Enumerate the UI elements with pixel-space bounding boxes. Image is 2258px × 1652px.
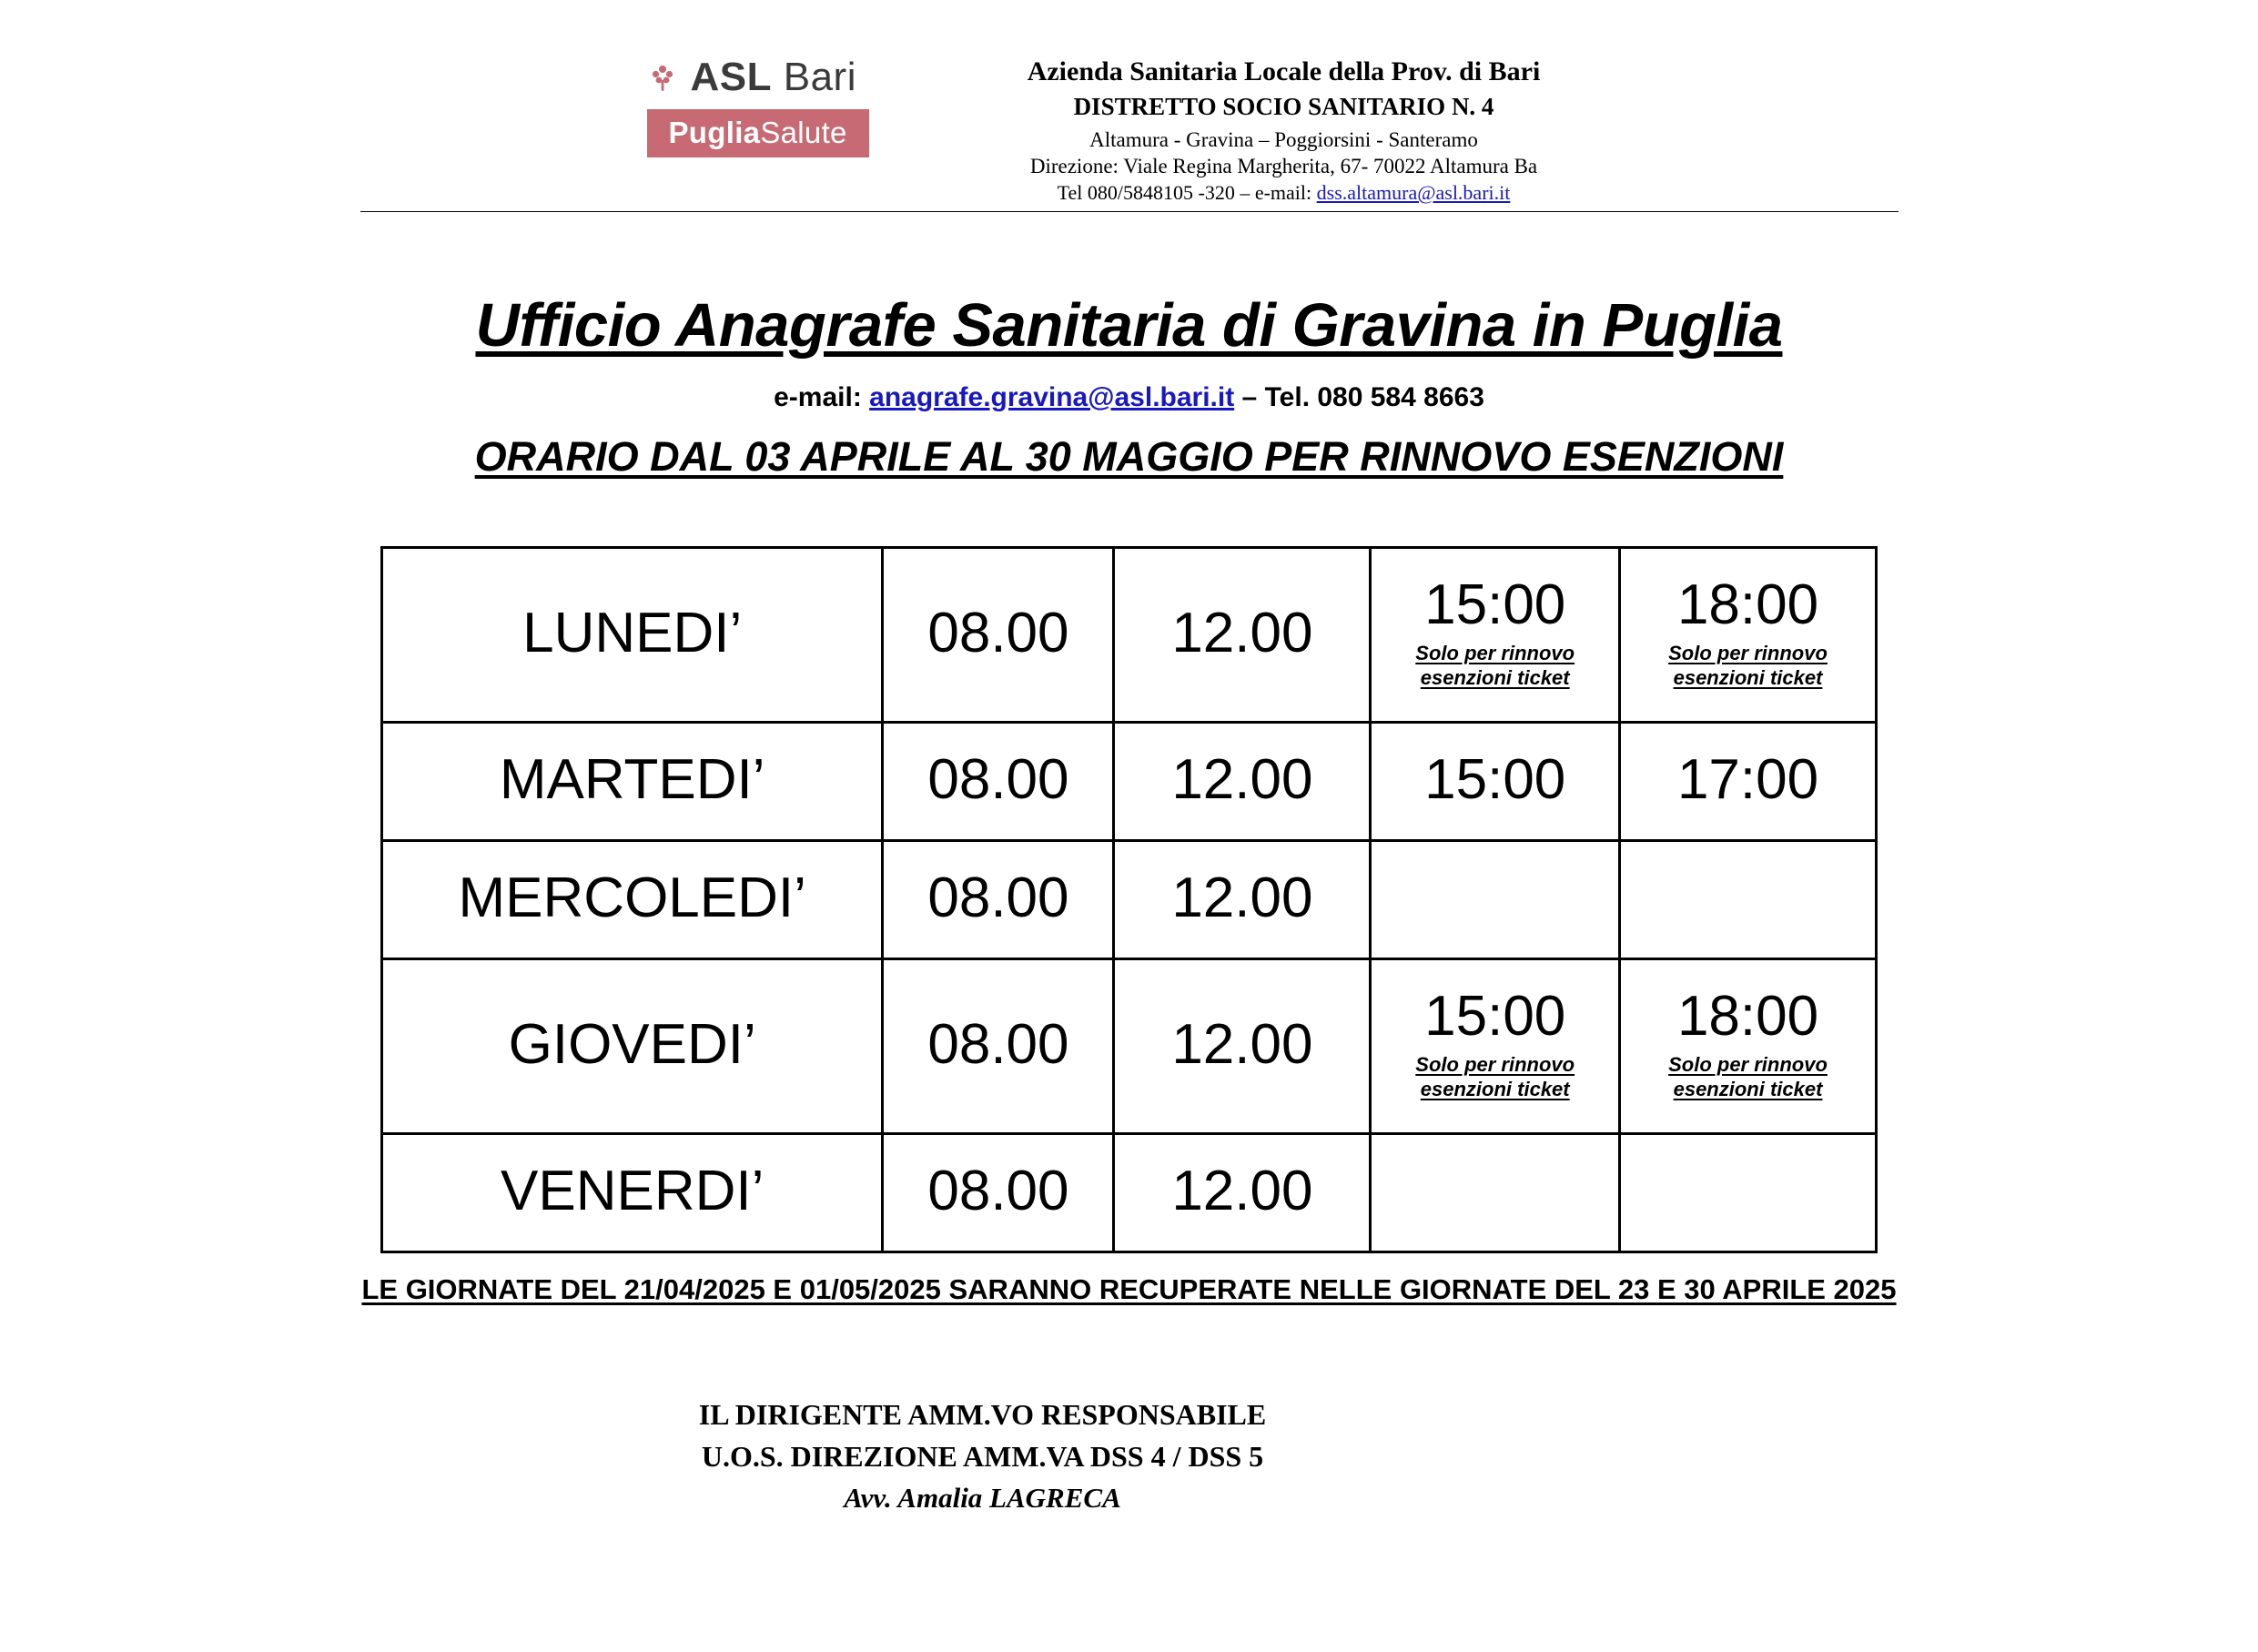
afternoon-close <box>1621 892 1875 907</box>
afternoon-close-cell <box>1621 983 1875 1109</box>
afternoon-open-cell <box>1372 572 1618 697</box>
schedule-heading: ORARIO DAL 03 APRILE AL 30 MAGGIO PER RINNOVO ESENZIONI <box>474 432 1784 480</box>
morning-close: 12.00 <box>1171 601 1313 664</box>
day-name: LUNEDI’ <box>522 601 743 664</box>
afternoon-close: 18:00 <box>1676 985 1819 1049</box>
table-row <box>382 1133 1877 1252</box>
morning-open: 08.00 <box>927 1012 1069 1076</box>
afternoon-open-note: Solo per rinnovo esenzioni ticket <box>1415 641 1575 690</box>
org-name: Azienda Sanitaria Locale della Prov. di Bari <box>1027 56 1541 86</box>
pugliasalute-badge <box>647 109 869 157</box>
holiday-recovery-note: LE GIORNATE DEL 21/04/2025 E 01/05/2025 SARANNO RECUPERATE NELLE GIORNATE DEL 23 E 30 APRILE 2025 <box>361 1272 1897 1305</box>
district-email-link[interactable]: dss.altamura@asl.bari.it <box>1316 180 1511 204</box>
afternoon-open: 15:00 <box>1424 985 1566 1049</box>
document-header <box>347 55 1912 206</box>
schedule-table <box>380 546 1878 1253</box>
pugliasalute-light: Salute <box>760 116 847 149</box>
morning-close: 12.00 <box>1171 1159 1313 1222</box>
header-address-block <box>920 55 1912 206</box>
table-row <box>382 722 1877 840</box>
office-phone: – Tel. 080 584 8663 <box>1234 381 1484 412</box>
district-contact <box>920 180 1648 206</box>
day-name: GIOVEDI’ <box>508 1012 756 1076</box>
morning-open: 08.00 <box>927 866 1069 929</box>
district-name: DISTRETTO SOCIO SANITARIO N. 4 <box>1073 93 1494 121</box>
morning-close: 12.00 <box>1171 866 1313 929</box>
afternoon-close: 18:00 <box>1676 573 1819 637</box>
page-title: Ufficio Anagrafe Sanitaria di Gravina in Puglia <box>475 290 1783 360</box>
afternoon-close: 17:00 <box>1676 747 1819 811</box>
day-name: VENERDI’ <box>501 1159 764 1222</box>
table-row <box>382 547 1877 722</box>
document-page <box>0 55 2258 1652</box>
afternoon-open: 15:00 <box>1424 573 1566 637</box>
signature-block <box>0 1394 2258 1519</box>
afternoon-open-cell <box>1372 983 1618 1109</box>
morning-close: 12.00 <box>1171 747 1313 811</box>
signature-name: Avv. Amalia LAGRECA <box>844 1481 1121 1514</box>
district-towns: Altamura - Gravina – Poggiorsini - Santeramo <box>1089 127 1478 151</box>
table-row <box>382 958 1877 1133</box>
signature-department: U.O.S. DIREZIONE AMM.VA DSS 4 / DSS 5 <box>701 1440 1264 1474</box>
logo-text-light: Bari <box>783 55 856 99</box>
afternoon-close <box>1621 1185 1875 1200</box>
header-divider <box>360 211 1899 212</box>
asl-bari-logo <box>647 55 920 157</box>
schedule-table-wrapper <box>380 546 1878 1253</box>
morning-open: 08.00 <box>927 1159 1069 1222</box>
logo-text <box>691 55 856 100</box>
day-name: MERCOLEDI’ <box>458 866 806 929</box>
afternoon-close-cell <box>1621 572 1875 697</box>
morning-close: 12.00 <box>1171 1012 1313 1076</box>
district-phone-label: Tel 080/5848105 -320 – e-mail: <box>1057 180 1317 204</box>
afternoon-open <box>1372 892 1618 907</box>
morning-open: 08.00 <box>927 601 1069 664</box>
logo-text-bold: ASL <box>690 55 772 99</box>
morning-open: 08.00 <box>927 747 1069 811</box>
office-contact-line <box>0 382 2258 413</box>
office-email-link[interactable]: anagrafe.gravina@asl.bari.it <box>869 381 1235 412</box>
afternoon-close-note: Solo per rinnovo esenzioni ticket <box>1668 641 1828 690</box>
day-name: MARTEDI’ <box>499 747 765 811</box>
afternoon-open <box>1372 1185 1618 1200</box>
signature-role: IL DIRIGENTE AMM.VO RESPONSABILE <box>698 1397 1267 1431</box>
afternoon-close-note: Solo per rinnovo esenzioni ticket <box>1668 1052 1828 1101</box>
afternoon-open-note: Solo per rinnovo esenzioni ticket <box>1415 1052 1575 1101</box>
pugliasalute-bold: Puglia <box>668 116 761 149</box>
office-email-label: e-mail: <box>774 381 870 412</box>
tree-icon <box>647 62 678 93</box>
afternoon-open: 15:00 <box>1424 747 1566 811</box>
district-address: Direzione: Viale Regina Margherita, 67- 70022 Altamura Ba <box>1029 155 1538 178</box>
logo-wordmark <box>647 55 856 100</box>
table-row <box>382 840 1877 958</box>
